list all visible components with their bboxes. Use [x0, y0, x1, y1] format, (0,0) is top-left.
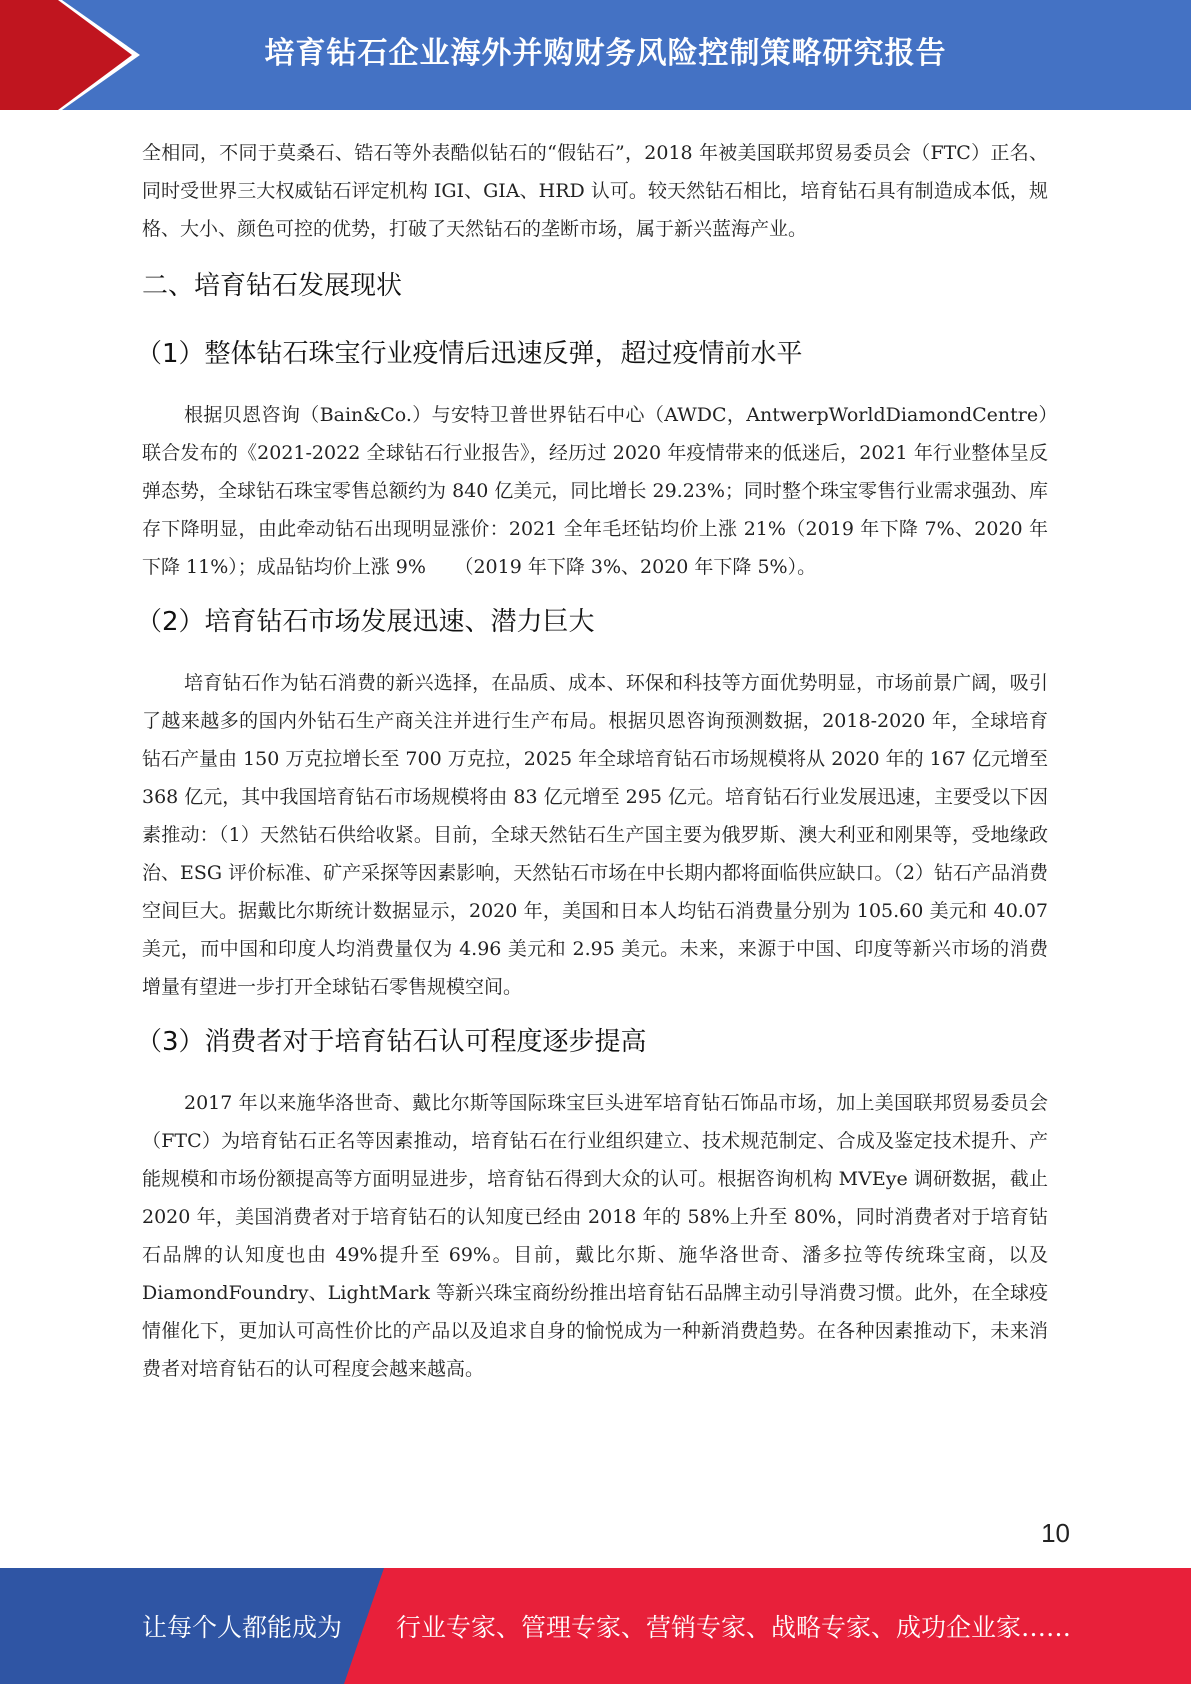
header-arrow-decoration — [0, 0, 160, 110]
header-title: 培育钻石企业海外并购财务风险控制策略研究报告 — [264, 36, 947, 71]
paragraph-intro: 全相同，不同于莫桑石、锆石等外表酷似钻石的“假钻石”，2018 年被美国联邦贸易委员会（FTC）正名、同时受世界三大权威钻石评定机构 IGI、GIA、HRD 认可。较天然钻石相比，培育钻石具有制造成本低，规格、大小、颜色可控的优势，打破了天然钻石的垄断市场，属于新兴蓝海产业。 — [142, 142, 1048, 240]
footer-slogan-left: 让每个人都能成为 — [142, 1613, 343, 1642]
page-footer — [0, 1568, 1191, 1684]
paragraph-section-2: 培育钻石作为钻石消费的新兴选择，在品质、成本、环保和科技等方面优势明显，市场前景广阔，吸引了越来越多的国内外钻石生产商关注并进行生产布局。根据贝恩咨询预测数据，2018-2020 年，全球培育钻石产量由 150 万克拉增长至 700 万克拉，2025 年全球培育钻石市场规模将从 2020 年的 167 亿元增至 368 亿元，其中我国培育钻石市场规模将由 83 亿元增至 295 亿元。培育钻石行业发展迅速，主要受以下因素推动：（1）天然钻石供给收紧。目前，全球天然钻石生产国主要为俄罗斯、澳大利亚和刚果等，受地缘政治、ESG 评价标准、矿产采探等因素影响，天然钻石市场在中长期内都将面临供应缺口。（2）钻石产品消费空间巨大。据戴比尔斯统计数据显示，2020 年，美国和日本人均钻石消费量分别为 105.60 美元和 40.07 美元，而中国和印度人均消费量仅为 4.96 美元和 2.95 美元。未来，来源于中国、印度等新兴市场的消费增量有望进一步打开全球钻石零售规模空间。 — [142, 672, 1048, 998]
page-number: 10 — [1041, 1518, 1070, 1548]
subsection-heading-1: （1）整体钻石珠宝行业疫情后迅速反弹，超过疫情前水平 — [136, 339, 803, 369]
page-header — [0, 0, 1191, 110]
footer-slogan-right: 行业专家、管理专家、营销专家、战略专家、成功企业家…… — [396, 1613, 1072, 1642]
paragraph-section-1: 根据贝恩咨询（Bain&Co.）与安特卫普世界钻石中心（AWDC，AntwerpWorldDiamondCentre）联合发布的《2021-2022 全球钻石行业报告》，经历过 2020 年疫情带来的低迷后，2021 年行业整体呈反弹态势，全球钻石珠宝零售总额约为 840 亿美元，同比增长 29.23%；同时整个珠宝零售行业需求强劲、库存下降明显，由此牵动钻石出现明显涨价：2021 全年毛坯钻均价上涨 21%（2019 年下降 7%、2020 年下降 11%）；成品钻均价上涨 9% （2019 年下降 3%、2020 年下降 5%）。 — [142, 404, 1048, 578]
subsection-heading-2: （2）培育钻石市场发展迅速、潜力巨大 — [136, 607, 595, 637]
document-body — [136, 134, 1048, 1388]
section-heading: 二、培育钻石发展现状 — [142, 271, 403, 301]
paragraph-section-3: 2017 年以来施华洛世奇、戴比尔斯等国际珠宝巨头进军培育钻石饰品市场，加上美国联邦贸易委员会（FTC）为培育钻石正名等因素推动，培育钻石在行业组织建立、技术规范制定、合成及鉴定技术提升、产能规模和市场份额提高等方面明显进步，培育钻石得到大众的认可。根据咨询机构 MVEye 调研数据，截止 2020 年，美国消费者对于培育钻石的认知度已经由 2018 年的 58%上升至 80%，同时消费者对于培育钻石品牌的认知度也由 49%提升至 69%。目前，戴比尔斯、施华洛世奇、潘多拉等传统珠宝商，以及 DiamondFoundry、LightMark 等新兴珠宝商纷纷推出培育钻石品牌主动引导消费习惯。此外，在全球疫情催化下，更加认可高性价比的产品以及追求自身的愉悦成为一种新消费趋势。在各种因素推动下，未来消费者对培育钻石的认可程度会越来越高。 — [142, 1092, 1048, 1380]
subsection-heading-3: （3）消费者对于培育钻石认可程度逐步提高 — [136, 1027, 647, 1057]
